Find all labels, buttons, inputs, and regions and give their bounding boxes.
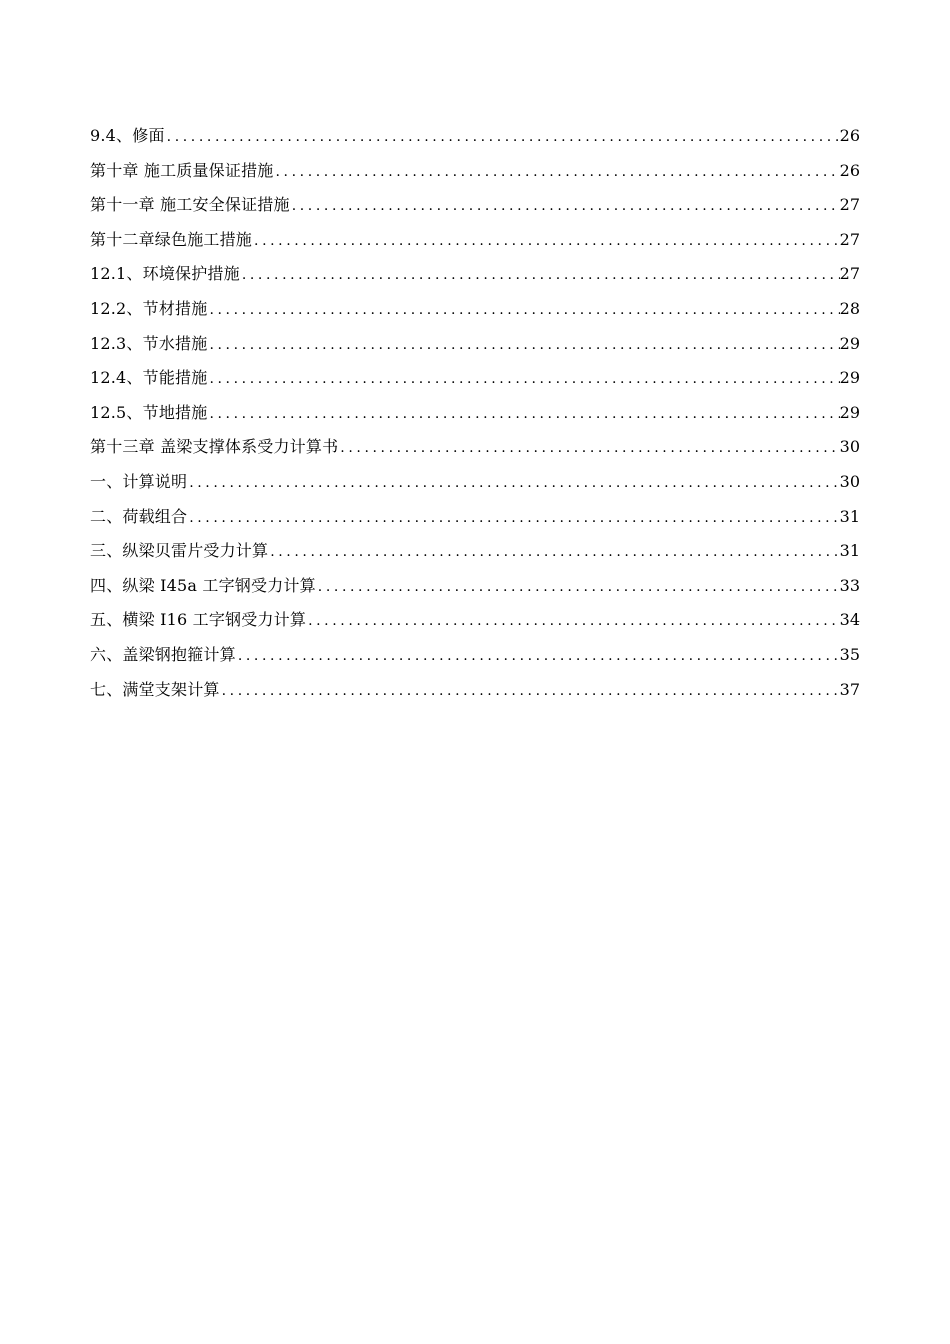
toc-entry[interactable] [90,500,860,535]
toc-dot-leader [165,120,840,154]
toc-entry-title: 第十三章 盖梁支撑体系受力计算书 [90,437,339,457]
toc-dot-leader [316,570,840,604]
toc-entry[interactable] [90,396,860,431]
toc-entry[interactable] [90,223,860,258]
table-of-contents [90,119,860,707]
toc-entry-page: 26 [839,160,860,180]
toc-entry-title: 第十一章 施工安全保证措施 [90,195,290,215]
toc-dot-leader [338,431,839,465]
toc-entry-page: 29 [839,402,860,422]
toc-entry-title: 12.5、节地措施 [90,402,208,422]
toc-entry-page: 26 [839,126,860,145]
toc-entry-page: 33 [839,575,860,595]
toc-entry-title: 9.4、修面 [90,126,165,145]
toc-entry[interactable] [90,569,860,604]
toc-entry-title: 12.4、节能措施 [90,368,208,388]
toc-entry[interactable] [90,257,860,292]
toc-entry[interactable] [90,292,860,327]
toc-dot-leader [306,604,840,638]
toc-entry-title: 四、纵梁 I45a 工字钢受力计算 [90,575,316,595]
toc-entry[interactable] [90,638,860,673]
toc-entry-page: 31 [839,506,860,526]
toc-entry[interactable] [90,119,860,154]
toc-entry-page: 37 [839,679,860,699]
toc-entry-title: 第十二章绿色施工措施 [90,229,253,249]
toc-entry-title: 三、纵梁贝雷片受力计算 [90,541,269,561]
toc-dot-leader [207,397,839,431]
toc-entry[interactable] [90,188,860,223]
toc-entry-page: 28 [839,298,860,318]
toc-entry[interactable] [90,327,860,362]
toc-entry-title: 12.2、节材措施 [90,298,208,318]
toc-entry-page: 27 [839,229,860,249]
toc-dot-leader [274,155,840,189]
toc-entry-page: 30 [839,471,860,491]
toc-entry-page: 29 [839,333,860,353]
toc-entry-title: 12.1、环境保护措施 [90,264,240,284]
toc-dot-leader [252,224,840,258]
toc-dot-leader [268,535,839,569]
toc-dot-leader [240,258,840,292]
toc-dot-leader [187,501,839,535]
toc-entry-page: 35 [839,644,860,664]
toc-entry[interactable] [90,534,860,569]
toc-entry[interactable] [90,154,860,189]
toc-entry[interactable] [90,603,860,638]
toc-dot-leader [290,189,840,223]
toc-entry-title: 一、计算说明 [90,471,188,491]
toc-entry-title: 第十章 施工质量保证措施 [90,160,274,180]
toc-entry-page: 27 [839,264,860,284]
toc-dot-leader [207,362,839,396]
toc-entry-title: 五、横梁 I16 工字钢受力计算 [90,610,307,630]
toc-entry-page: 34 [839,610,860,630]
toc-entry-title: 六、盖梁钢抱箍计算 [90,644,236,664]
toc-dot-leader [207,328,839,362]
toc-entry-page: 31 [839,541,860,561]
toc-entry[interactable] [90,361,860,396]
toc-dot-leader [220,674,840,708]
toc-entry-page: 27 [839,195,860,215]
toc-dot-leader [187,466,839,500]
toc-entry-title: 二、荷载组合 [90,506,188,526]
toc-entry-title: 12.3、节水措施 [90,333,208,353]
toc-entry-page: 29 [839,368,860,388]
toc-dot-leader [236,639,840,673]
toc-entry-page: 30 [839,437,860,457]
toc-entry-title: 七、满堂支架计算 [90,679,220,699]
toc-entry[interactable] [90,430,860,465]
toc-entry[interactable] [90,673,860,708]
toc-dot-leader [207,293,839,327]
toc-entry[interactable] [90,465,860,500]
